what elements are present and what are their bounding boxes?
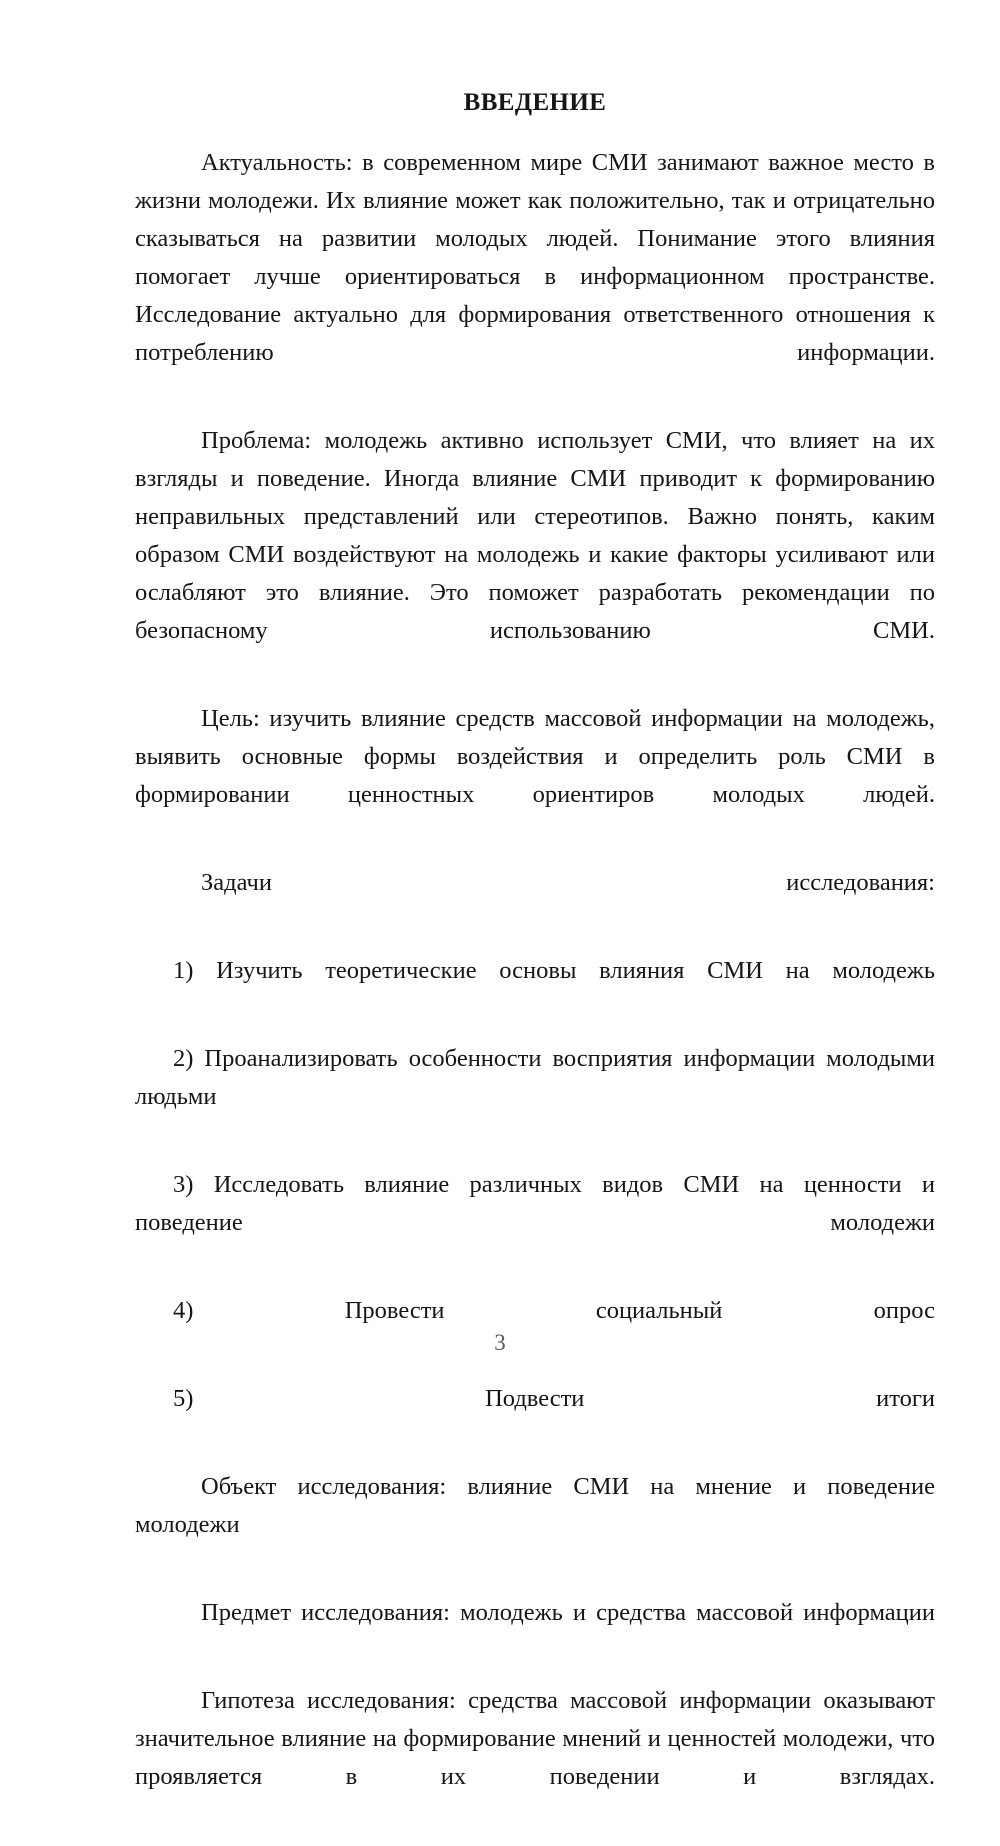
page-title: ВВЕДЕНИЕ (463, 89, 607, 116)
paragraph-object: Объект исследования: влияние СМИ на мнение и поведение молодежи (135, 1473, 935, 1538)
list-item: 1) Изучить теоретические основы влияния СМИ на молодежь (173, 957, 935, 984)
paragraph-tasks-label: Задачи исследования: (201, 869, 935, 896)
page-number: 3 (494, 1330, 506, 1355)
document-body (135, 88, 935, 1846)
list-item: 5) Подвести итоги (173, 1385, 935, 1412)
paragraph-subject: Предмет исследования: молодежь и средства массовой информации (201, 1599, 935, 1626)
list-item: 4) Провести социальный опрос (173, 1297, 935, 1324)
paragraph-relevance: Актуальность: в современном мире СМИ занимают важное место в жизни молодежи. Их влияние может как положительно, так и отрицательно сказываться на развитии молодых людей. Понимание этого влияния помогает лучше ориентироваться в информационном пространстве. Исследование актуально для формирования ответственного отношения к потреблению информации. (135, 149, 935, 366)
list-item: 2) Проанализировать особенности восприятия информации молодыми людьми (135, 1045, 935, 1110)
list-item: 3) Исследовать влияние различных видов СМИ на ценности и поведение молодежи (135, 1171, 935, 1236)
paragraph-problem: Проблема: молодежь активно использует СМИ, что влияет на их взгляды и поведение. Иногда влияние СМИ приводит к формированию неправильных представлений или стереотипов. Важно понять, каким образом СМИ воздействуют на молодежь и какие факторы усиливают или ослабляют это влияние. Это поможет разработать рекомендации по безопасному использованию СМИ. (135, 427, 935, 644)
paragraph-hypothesis: Гипотеза исследования: средства массовой информации оказывают значительное влияние на формирование мнений и ценностей молодежи, что проявляется в их поведении и взглядах. (135, 1687, 935, 1790)
paragraph-goal: Цель: изучить влияние средств массовой информации на молодежь, выявить основные формы воздействия и определить роль СМИ в формировании ценностных ориентиров молодых людей. (135, 705, 935, 808)
